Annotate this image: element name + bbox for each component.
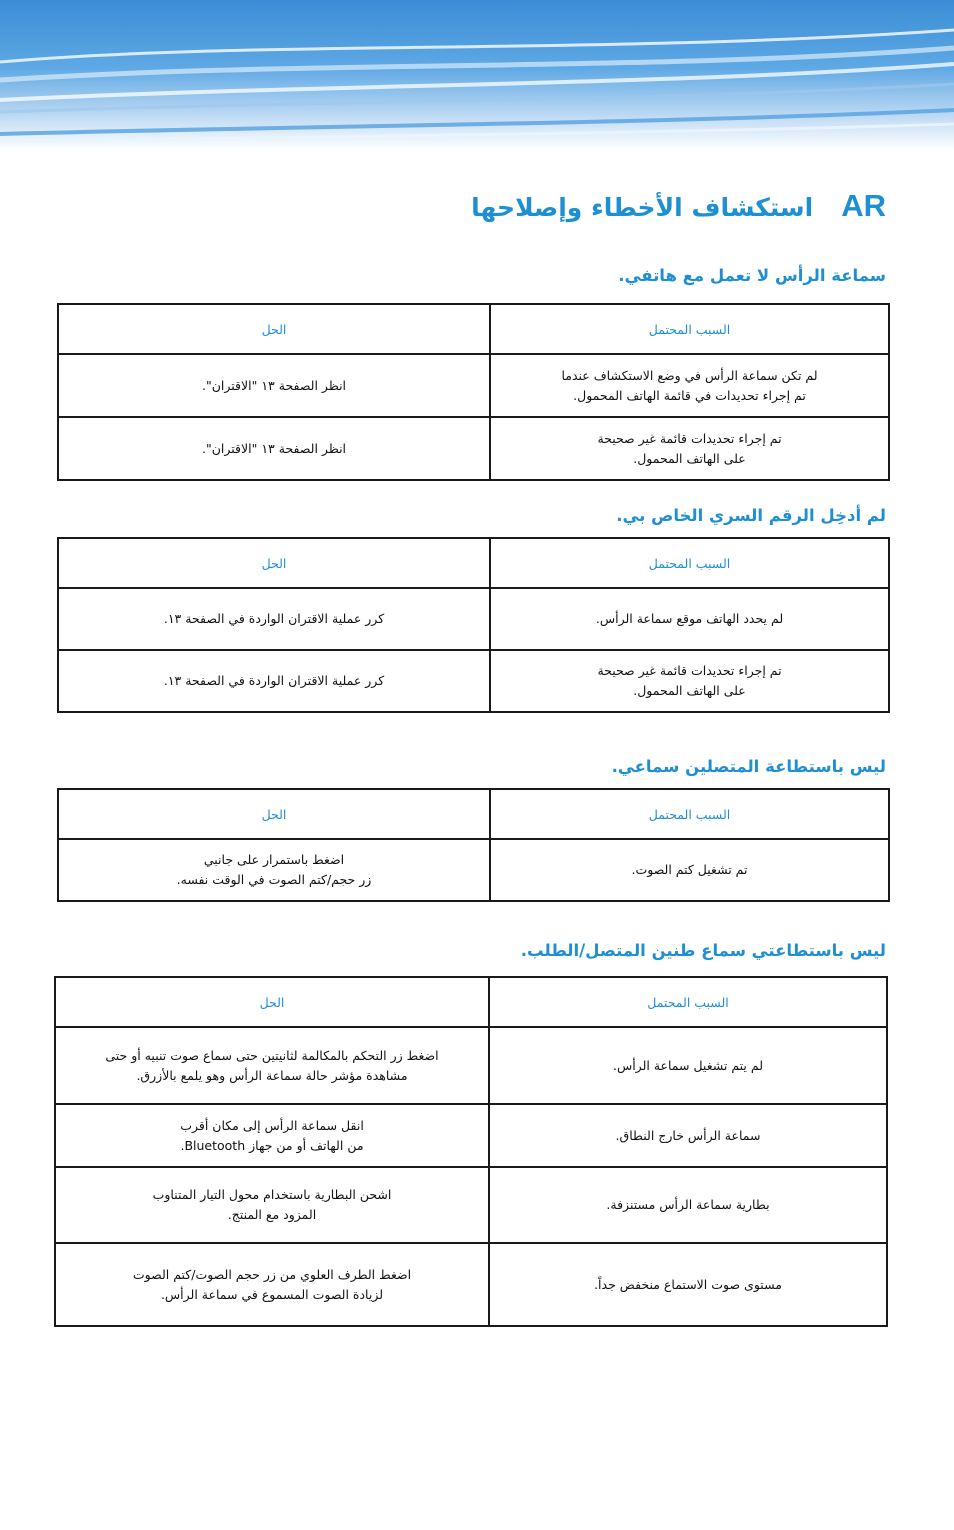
solution-cell: اضغط باستمرار على جانبي زر حجم/كتم الصوت في الوقت نفسه. <box>58 839 490 901</box>
column-header-cause: السبب المحتمل <box>490 538 889 588</box>
column-header-solution: الحل <box>58 538 490 588</box>
solution-cell: اضغط زر التحكم بالمكالمة لثانيتين حتى سماع صوت تنبيه أو حتى مشاهدة مؤشر حالة سماعة الرأس وهو يلمع بالأزرق. <box>55 1027 489 1104</box>
troubleshooting-table <box>57 788 890 902</box>
table-row <box>55 1104 887 1167</box>
cause-cell: لم يتم تشغيل سماعة الرأس. <box>489 1027 887 1104</box>
solution-cell: اشحن البطارية باستخدام محول التيار المتناوب المزود مع المنتج. <box>55 1167 489 1243</box>
cause-cell: بطارية سماعة الرأس مستنزفة. <box>489 1167 887 1243</box>
troubleshooting-table <box>54 976 888 1327</box>
section-title: لم أدخِل الرقم السري الخاص بي. <box>616 506 886 525</box>
page-title: استكشاف الأخطاء وإصلاحها <box>471 193 814 222</box>
solution-cell: انظر الصفحة ١٣ "الاقتران". <box>58 417 490 480</box>
cause-cell: لم تكن سماعة الرأس في وضع الاستكشاف عندما تم إجراء تحديدات في قائمة الهاتف المحمول. <box>490 354 889 417</box>
cause-cell: تم إجراء تحديدات قائمة غير صحيحة على الهاتف المحمول. <box>490 417 889 480</box>
solution-cell: انقل سماعة الرأس إلى مكان أقرب من الهاتف أو من جهاز Bluetooth. <box>55 1104 489 1167</box>
solution-cell: كرر عملية الاقتران الواردة في الصفحة ١٣. <box>58 588 490 650</box>
solution-cell: كرر عملية الاقتران الواردة في الصفحة ١٣. <box>58 650 490 712</box>
table-header-row <box>58 789 889 839</box>
section-title: ليس باستطاعتي سماع طنين المتصل/الطلب. <box>520 941 886 960</box>
column-header-cause: السبب المحتمل <box>490 304 889 354</box>
solution-cell: انظر الصفحة ١٣ "الاقتران". <box>58 354 490 417</box>
header-wave-banner <box>0 0 954 150</box>
section-title: سماعة الرأس لا تعمل مع هاتفي. <box>618 266 886 285</box>
table-row <box>58 839 889 901</box>
troubleshooting-table <box>57 537 890 713</box>
table-row <box>55 1027 887 1104</box>
table-row <box>58 650 889 712</box>
table-row <box>58 588 889 650</box>
cause-cell: مستوى صوت الاستماع منخفض جداً. <box>489 1243 887 1326</box>
column-header-solution: الحل <box>58 789 490 839</box>
table-row <box>58 417 889 480</box>
table-header-row <box>58 304 889 354</box>
section-title: ليس باستطاعة المتصلين سماعي. <box>611 757 886 776</box>
column-header-cause: السبب المحتمل <box>490 789 889 839</box>
table-header-row <box>55 977 887 1027</box>
column-header-solution: الحل <box>55 977 489 1027</box>
column-header-cause: السبب المحتمل <box>489 977 887 1027</box>
cause-cell: لم يحدد الهاتف موقع سماعة الرأس. <box>490 588 889 650</box>
page-header <box>471 188 886 224</box>
column-header-solution: الحل <box>58 304 490 354</box>
table-header-row <box>58 538 889 588</box>
table-row <box>55 1243 887 1326</box>
language-code: AR <box>841 188 886 223</box>
table-row <box>58 354 889 417</box>
solution-cell: اضغط الطرف العلوي من زر حجم الصوت/كتم الصوت لزيادة الصوت المسموع في سماعة الرأس. <box>55 1243 489 1326</box>
cause-cell: تم إجراء تحديدات قائمة غير صحيحة على الهاتف المحمول. <box>490 650 889 712</box>
table-row <box>55 1167 887 1243</box>
troubleshooting-table <box>57 303 890 481</box>
cause-cell: سماعة الرأس خارج النطاق. <box>489 1104 887 1167</box>
cause-cell: تم تشغيل كتم الصوت. <box>490 839 889 901</box>
